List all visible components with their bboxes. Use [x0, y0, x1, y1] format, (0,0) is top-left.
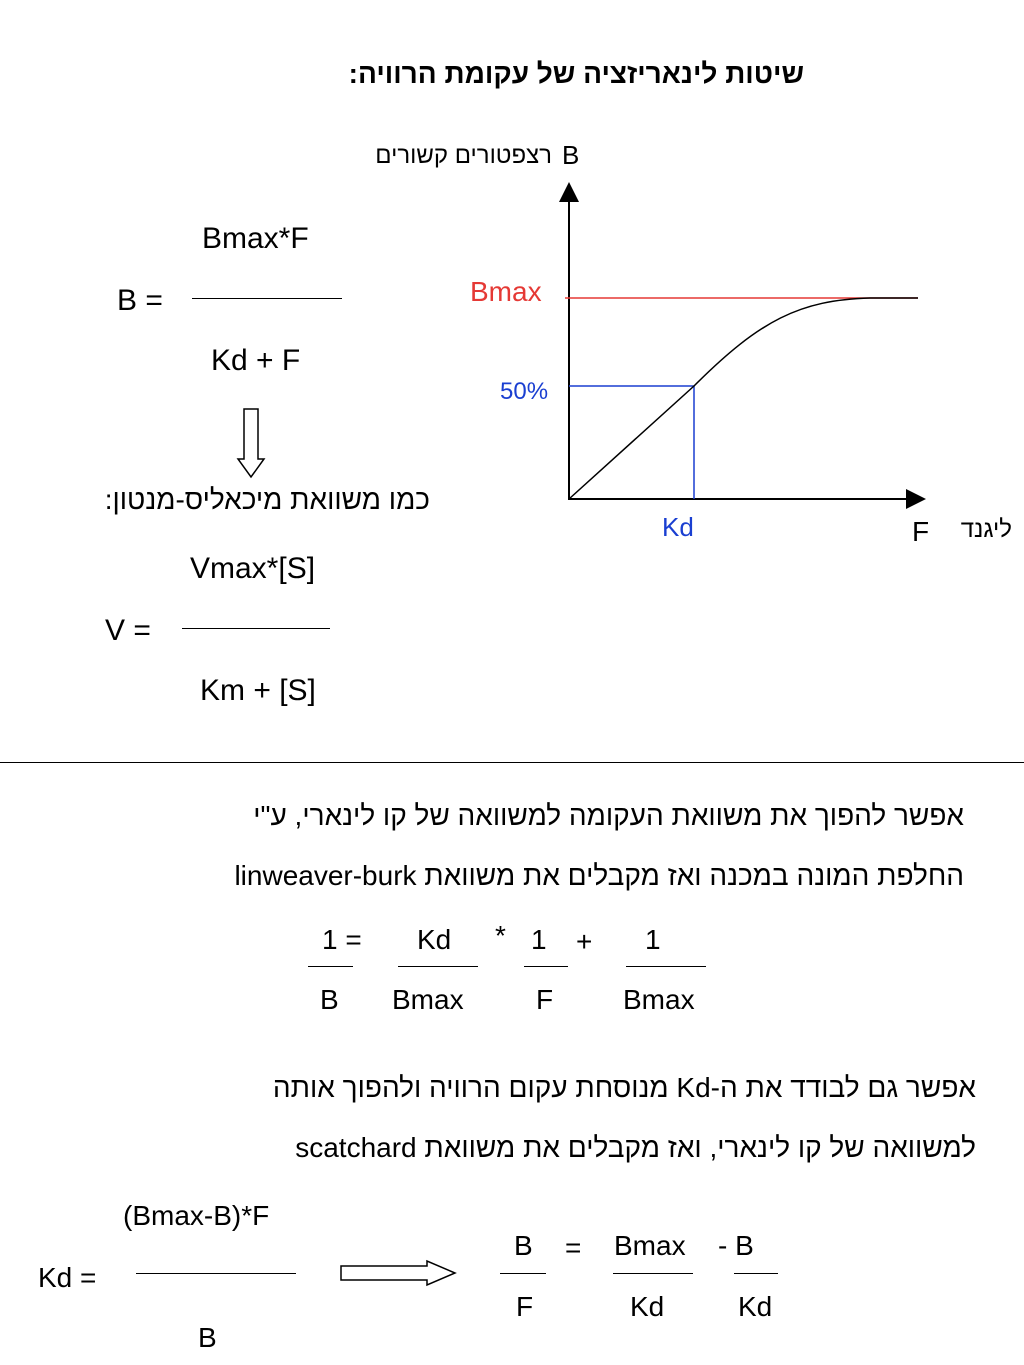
y-axis-letter: B — [562, 140, 580, 170]
lb-times: * — [495, 920, 506, 951]
sc-t1-den: F — [516, 1291, 534, 1322]
sc-t3-bar — [734, 1273, 778, 1274]
mm-eq-lhs: V = — [105, 614, 151, 647]
kd-eq-denominator: B — [198, 1322, 217, 1353]
page-title: שיטות לינאריזציה של עקומת הרוויה: — [348, 58, 804, 89]
half-max-label: 50% — [500, 378, 549, 405]
sc-t3-num: - B — [718, 1230, 754, 1261]
sc-t1-num: B — [514, 1230, 533, 1261]
kd-eq-lhs: Kd = — [38, 1262, 97, 1293]
sc-t2-den: Kd — [630, 1291, 665, 1322]
binding-eq-denominator: Kd + F — [211, 344, 301, 377]
lb-text-line1: אפשר להפוך את משוואת העקומה למשוואה של קו לינארי, ע"י — [253, 800, 964, 831]
mm-eq-numerator: Vmax*[S] — [190, 552, 316, 585]
x-axis-label: ליגנד — [960, 516, 1012, 543]
sc-text-line2: למשוואה של קו לינארי, ואז מקבלים את משוואת scatchard — [295, 1132, 976, 1163]
lb-t1-num: 1 = — [322, 924, 362, 955]
mm-eq-denominator: Km + [S] — [200, 674, 316, 707]
binding-eq-numerator: Bmax*F — [202, 222, 309, 255]
lb-t1-den: B — [320, 984, 339, 1015]
x-axis-letter: F — [912, 516, 930, 547]
kd-label: Kd — [662, 512, 694, 542]
sc-t1-bar — [500, 1273, 546, 1274]
kd-eq-numerator: (Bmax-B)*F — [123, 1200, 270, 1231]
sc-t2-bar — [613, 1273, 693, 1274]
mm-caption: כמו משוואת מיכאליס-מנטון: — [104, 484, 430, 515]
bmax-label: Bmax — [470, 276, 542, 307]
lb-text-line2: החלפת המונה במכנה ואז מקבלים את משוואת linweaver-burk — [234, 860, 964, 891]
sc-t2-num: Bmax — [614, 1230, 686, 1261]
lb-plus: + — [576, 926, 593, 957]
lb-t4-den: Bmax — [623, 984, 695, 1015]
lb-t3-num: 1 — [531, 924, 547, 955]
lb-t2-den: Bmax — [392, 984, 464, 1015]
lb-t2-num: Kd — [417, 924, 452, 955]
y-axis-label: רצפטורים קשורים — [375, 142, 552, 169]
sc-text-line1: אפשר גם לבודד את ה-Kd מנוסחת עקום הרוויה ולהפוך אותה — [272, 1072, 976, 1103]
sc-equals: = — [565, 1232, 582, 1263]
lb-t3-den: F — [536, 984, 554, 1015]
binding-eq-lhs: B = — [117, 284, 163, 317]
sc-t3-den: Kd — [738, 1291, 773, 1322]
lb-t4-num: 1 — [645, 924, 661, 955]
